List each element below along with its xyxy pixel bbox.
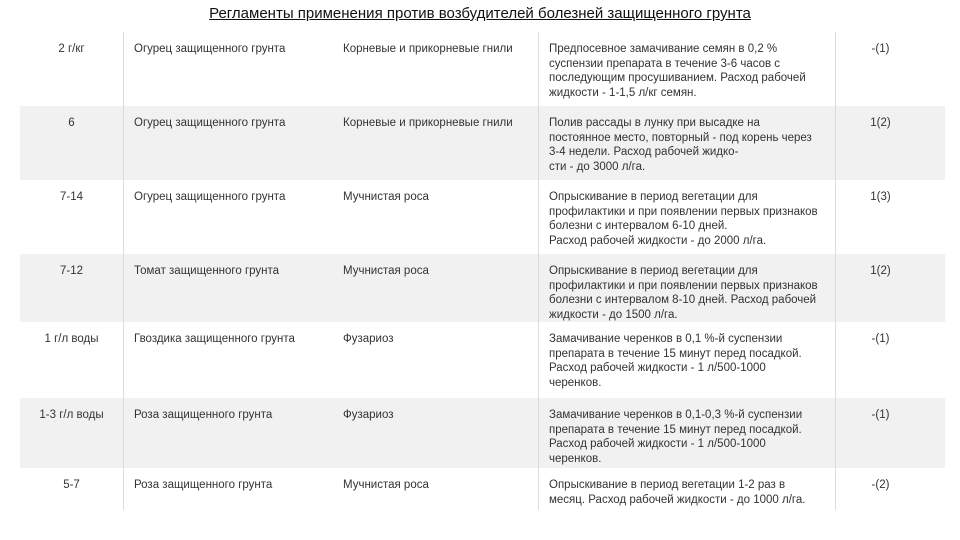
method-line: Расход рабочей жидкости - 1 л/500-1000 (549, 438, 766, 450)
dose-cell: 2 г/кг (58, 43, 85, 55)
dose-cell: 5-7 (63, 479, 80, 491)
table-row (20, 398, 945, 468)
crop-cell: Роза защищенного грунта (123, 468, 333, 510)
term-cell: -(1) (835, 32, 945, 106)
dose-cell: 7-12 (59, 265, 84, 277)
term-cell: -(1) (835, 322, 945, 398)
disease-cell: Корневые и прикорневые гнили (343, 43, 513, 55)
dose-cell: 1 г/л воды (44, 333, 99, 345)
disease-cell: Мучнистая роса (343, 191, 429, 203)
method-line: Расход рабочей жидкости - до 2000 л/га. (549, 234, 767, 247)
method-line: препарата в течение 15 минут перед посадкой. (549, 347, 802, 360)
crop-cell: Роза защищенного грунта (123, 398, 333, 468)
table-row (20, 180, 945, 254)
method-line: Полив рассады в лунку при высадке на (549, 117, 760, 129)
crop-cell: Гвоздика защищенного грунта (123, 322, 333, 398)
method-cell (538, 468, 835, 510)
method-cell (538, 398, 835, 468)
method-line: болезни с интервалом 8-10 дней. Расход рабочей (549, 294, 817, 306)
method-line: Предпосевное замачивание семян в 0,2 % (549, 43, 778, 55)
method-line: Замачивание черенков в 0,1-0,3 %-й суспензии (549, 409, 803, 421)
method-cell (538, 254, 835, 322)
method-line: черенков. (549, 452, 602, 465)
method-line: 3-4 недели. Расход рабочей жидко- (549, 146, 739, 158)
crop-cell: Огурец защищенного грунта (123, 32, 333, 106)
method-line: болезни с интервалом 6-10 дней. (549, 220, 728, 232)
method-line: сти - до 3000 л/га. (549, 160, 646, 173)
term-cell: -(2) (835, 468, 945, 510)
disease-cell: Корневые и прикорневые гнили (343, 117, 513, 129)
method-cell (538, 322, 835, 398)
dose-cell: 1-3 г/л воды (39, 409, 104, 421)
crop-cell: Огурец защищенного грунта (123, 106, 333, 180)
dose-cell: 6 (68, 117, 75, 129)
disease-cell: Фузариоз (343, 409, 394, 421)
method-line: Опрыскивание в период вегетации для (549, 265, 758, 277)
crop-cell: Томат защищенного грунта (123, 254, 333, 322)
table-row (20, 322, 945, 398)
method-line: Опрыскивание в период вегетации 1-2 раз в (549, 479, 786, 491)
method-cell (538, 106, 835, 180)
term-cell: 1(2) (835, 106, 945, 180)
method-line: постоянное место, повторный - под корень через (549, 131, 812, 144)
disease-cell: Фузариоз (343, 333, 394, 345)
method-line: профилактики и при появлении первых признаков (549, 205, 818, 218)
method-line: Опрыскивание в период вегетации для (549, 191, 758, 203)
dose-cell: 7-14 (59, 191, 84, 203)
term-cell: -(1) (835, 398, 945, 468)
table-row (20, 254, 945, 322)
table-row (20, 468, 945, 510)
page-title: Регламенты применения против возбудителей болезней защищенного грунта (209, 5, 751, 22)
table-row (20, 106, 945, 180)
method-line: препарата в течение 15 минут перед посадкой. (549, 423, 802, 436)
method-line: Расход рабочей жидкости - 1 л/500-1000 (549, 362, 766, 374)
method-line: последующим просушиванием. Расход рабочей (549, 72, 806, 84)
disease-cell: Мучнистая роса (343, 479, 429, 491)
method-line: жидкости - 1-1,5 л/кг семян. (549, 86, 697, 99)
method-line: жидкости - до 1500 л/га. (549, 308, 678, 321)
method-line: суспензии препарата в течение 3-6 часов с (549, 57, 781, 70)
term-cell: 1(3) (835, 180, 945, 254)
method-line: профилактики и при появлении первых признаков (549, 279, 818, 292)
method-cell (538, 32, 835, 106)
method-line: Замачивание черенков в 0,1 %-й суспензии (549, 333, 783, 345)
method-line: месяц. Расход рабочей жидкости - до 1000 л/га. (549, 493, 806, 506)
method-line: черенков. (549, 376, 602, 389)
regulations-table (20, 32, 945, 510)
term-cell: 1(2) (835, 254, 945, 322)
method-cell (538, 180, 835, 254)
crop-cell: Огурец защищенного грунта (123, 180, 333, 254)
disease-cell: Мучнистая роса (343, 265, 429, 277)
table-row (20, 32, 945, 106)
